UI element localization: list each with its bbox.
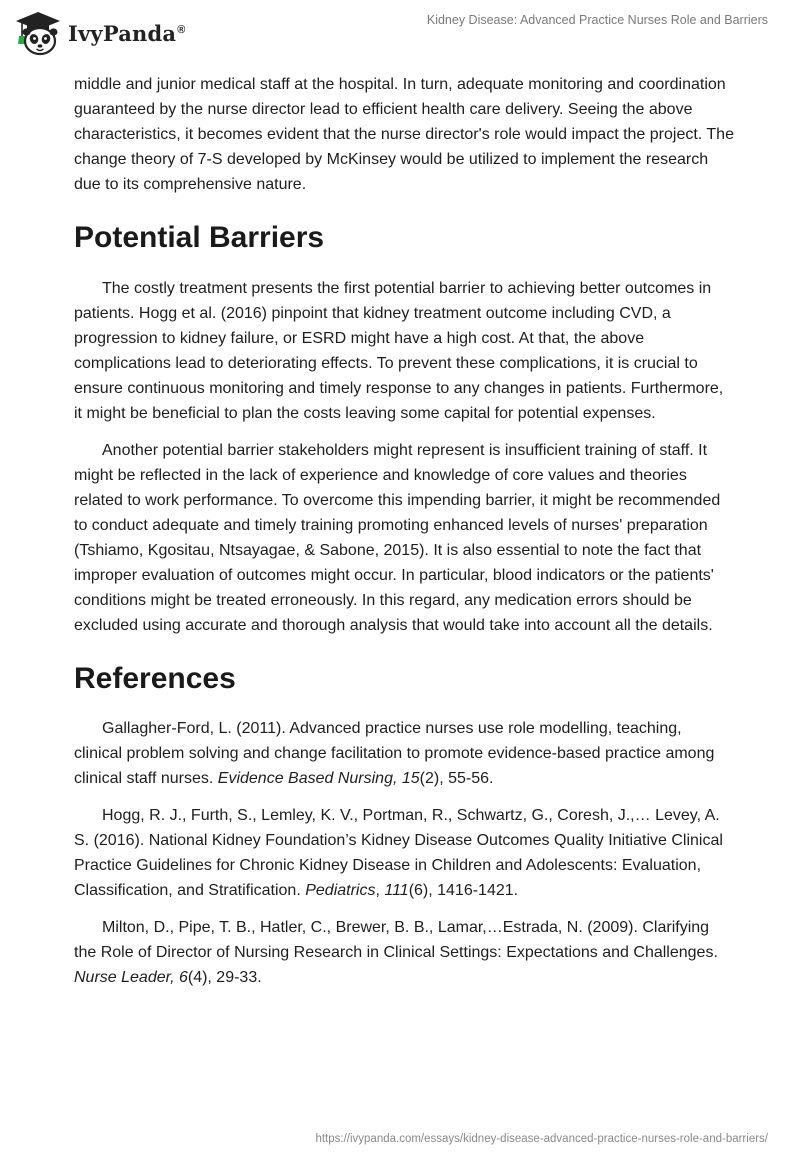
- source-url-link[interactable]: https://ivypanda.com/essays/kidney-disease-advanced-practice-nurses-role-and-barriers/: [315, 1133, 768, 1145]
- document-body: [74, 72, 734, 990]
- journal-title: Evidence Based Nursing, 15: [217, 770, 420, 787]
- registered-mark: ®: [177, 23, 186, 36]
- journal-volume: 111: [384, 882, 409, 899]
- barriers-paragraph-1: The costly treatment presents the first potential barrier to achieving better outcomes in patients. Hogg et al. (2016) pinpoint that kidney treatment outcome including CVD, a progression to kidney failure, or ESRD might have a high cost. At that, the above complications lead to deteriorating effects. To prevent these complications, it is crucial to ensure continuous monitoring and timely response to any changes in patients. Furthermore, it might be beneficial to plan the costs leaving some capital for potential expenses.: [74, 280, 724, 422]
- journal-title: Nurse Leader, 6: [74, 969, 188, 986]
- reference-item: Hogg, R. J., Furth, S., Lemley, K. V., Portman, R., Schwartz, G., Coresh, J.,… Levey, A. S. (2016). National Kidney Foundation’s Kidney Disease Outcomes Quality Initiative Clinical Practice Guidelines for Chronic Kidney Disease in Children and Adolescents: Evaluation, Classification, and Stratification. Pediatrics, 111(6), 1416-1421.: [74, 807, 723, 899]
- panda-graduate-icon: [14, 10, 62, 56]
- reference-item: Gallagher-Ford, L. (2011). Advanced practice nurses use role modelling, teaching, clinical problem solving and change facilitation to promote evidence-based practice among clinical staff nurses. Evidence Based Nursing, 15(2), 55-56.: [74, 720, 715, 787]
- potential-barriers-heading: Potential Barriers: [74, 221, 325, 254]
- intro-paragraph: middle and junior medical staff at the hospital. In turn, adequate monitoring and coordination guaranteed by the nurse director lead to efficient health care delivery. Seeing the above characteristics, it becomes evident that the nurse director's role would impact the project. The change theory of 7-S developed by McKinsey would be utilized to implement the research due to its comprehensive nature.: [74, 76, 734, 193]
- document-title: Kidney Disease: Advanced Practice Nurses Role and Barriers: [426, 13, 768, 27]
- barriers-paragraph-2: Another potential barrier stakeholders might represent is insufficient training of staff. It might be reflected in the lack of experience and knowledge of core values and theories related to work performance. To overcome this impending barrier, it might be recommended to conduct adequate and timely training promoting enhanced levels of nurses' preparation (Tshiamo, Kgositau, Ntsayagae, & Sabone, 2015). It is also essential to note the fact that improper evaluation of outcomes might occur. In particular, blood indicators or the patients' conditions might be treated erroneously. In this regard, any medication errors should be excluded using accurate and thorough analysis that would take into account all the details.: [74, 442, 721, 634]
- page-header: [0, 0, 800, 66]
- journal-title: Pediatrics: [305, 882, 376, 899]
- reference-item: Milton, D., Pipe, T. B., Hatler, C., Brewer, B. B., Lamar,…Estrada, N. (2009). Clarifying the Role of Director of Nursing Research in Clinical Settings: Expectations and Challenges. Nurse Leader, 6(4), 29-33.: [74, 919, 718, 986]
- references-heading: References: [74, 662, 236, 695]
- brand-name: IvyPanda®: [68, 20, 186, 46]
- ivypanda-logo[interactable]: [14, 8, 186, 58]
